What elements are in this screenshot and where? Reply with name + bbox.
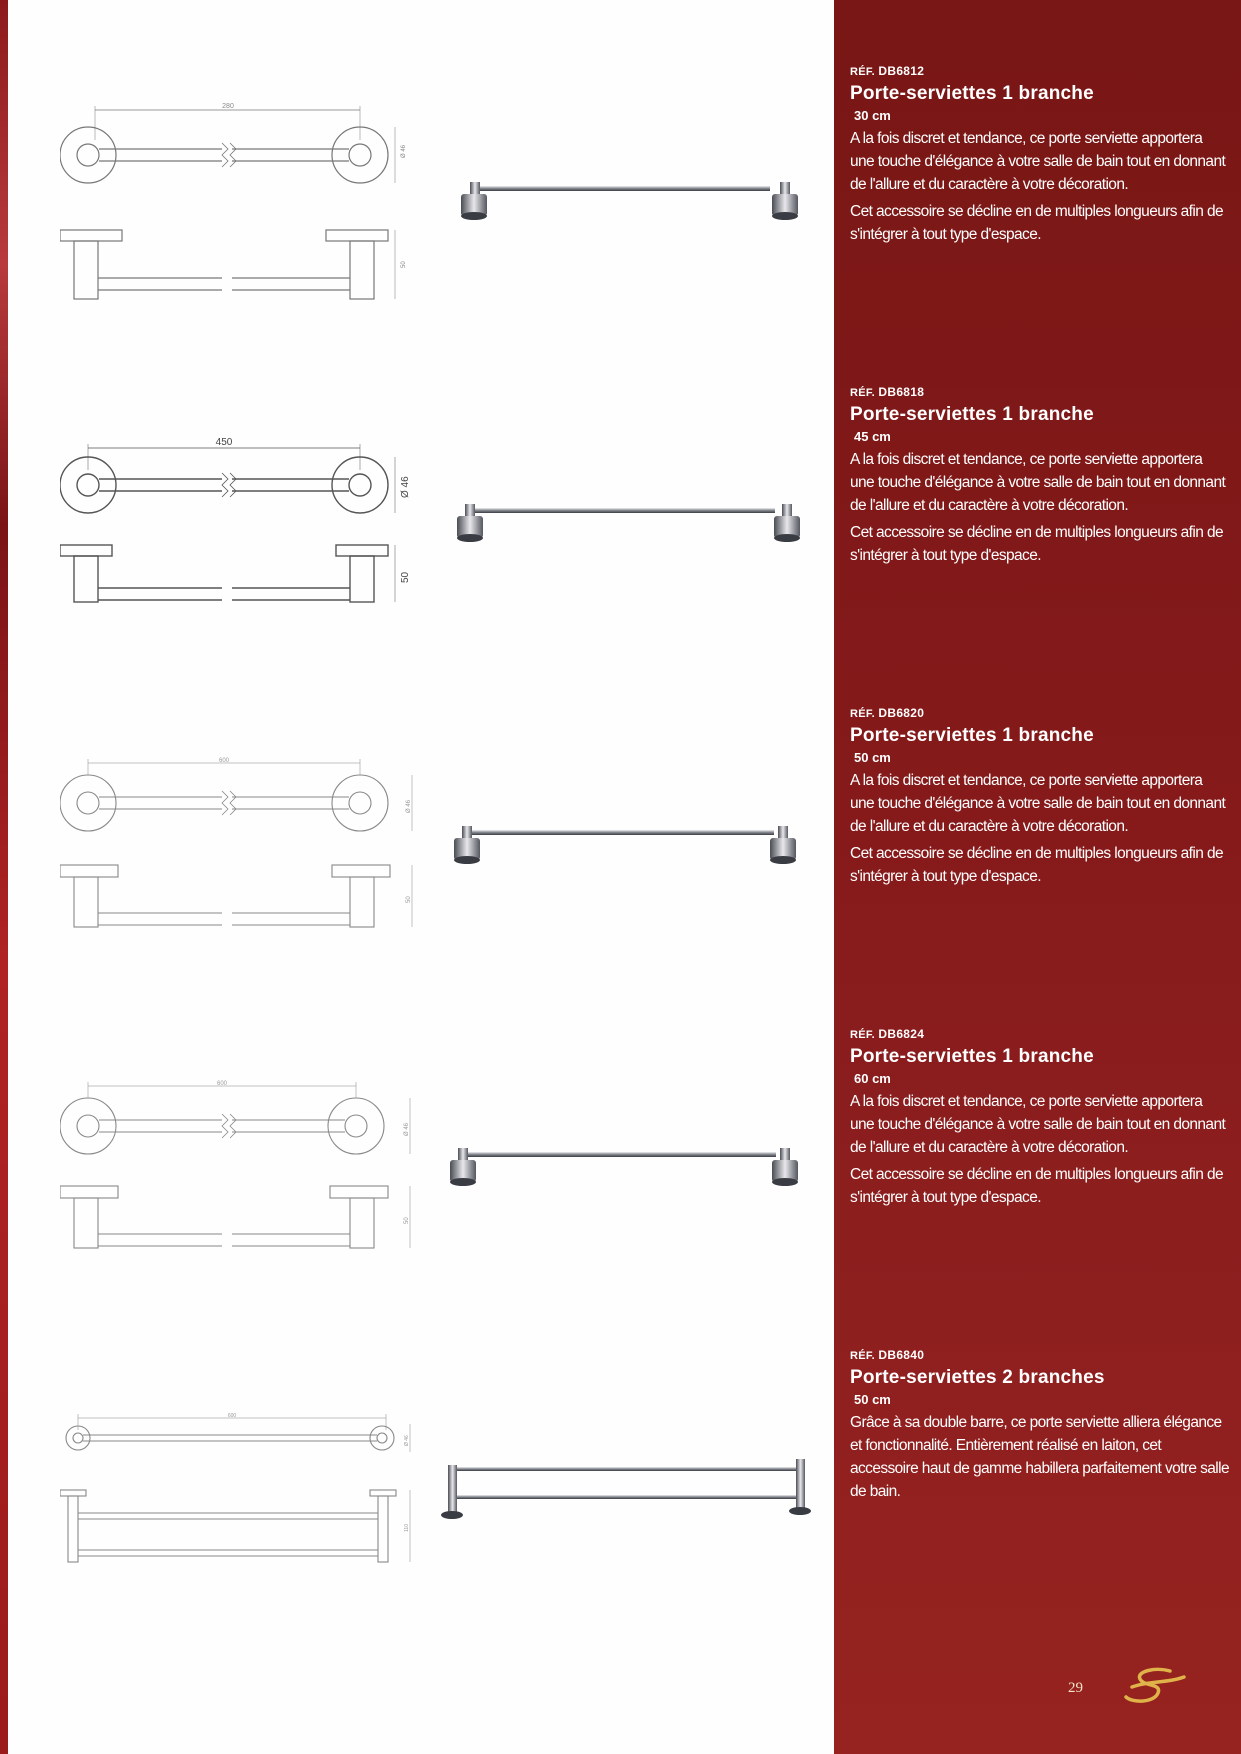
dimension-diameter: Ø 46 [406, 799, 412, 813]
dimension-length: 600 [227, 1413, 237, 1419]
product-photo [440, 170, 820, 240]
brand-logo-icon [1118, 1665, 1188, 1705]
reference [850, 385, 1230, 399]
product-name: Porte-serviettes 1 branche [850, 404, 1094, 425]
product-db6812 [850, 64, 1230, 246]
product-description: A la fois discret et tendance, ce porte serviette apportera une touche d'élégance à votre salle de bain tout en donnant de l'allure et du caractère à votre décoration. [850, 130, 1226, 193]
product-description: Grâce à sa double barre, ce porte serviette alliera élégance et fonctionnalité. Entièrement réalisé en laiton, cet accessoire haut de gamme habillera parfaitement votre salle de bain. [850, 1414, 1230, 1500]
ref-label: RÉF. [850, 387, 876, 399]
ref-code: DB6840 [878, 1348, 925, 1362]
ref-label: RÉF. [850, 1350, 876, 1362]
product-description-2: Cet accessoire se décline en de multiples longueurs afin de s'intégrer à tout type d'espace. [850, 1166, 1224, 1206]
technical-drawing [60, 755, 420, 935]
product-photo [440, 1455, 820, 1535]
product-name: Porte-serviettes 1 branche [850, 83, 1094, 104]
product-name: Porte-serviettes 1 branche [850, 725, 1094, 746]
product-size: 30 cm [854, 108, 891, 123]
product-size: 50 cm [854, 750, 891, 765]
product-description-2: Cet accessoire se décline en de multiples longueurs afin de s'intégrer à tout type d'espace. [850, 203, 1224, 243]
technical-drawing [60, 430, 420, 610]
ref-code: DB6818 [878, 385, 925, 399]
dimension-diameter: Ø 46 [404, 1435, 410, 1446]
product-description: A la fois discret et tendance, ce porte serviette apportera une touche d'élégance à votre salle de bain tout en donnant de l'allure et du caractère à votre décoration. [850, 772, 1226, 835]
product-size: 60 cm [854, 1071, 891, 1086]
dimension-depth: 110 [404, 1524, 410, 1532]
ref-code: DB6812 [878, 64, 925, 78]
technical-drawing [60, 100, 420, 310]
reference [850, 1348, 1230, 1362]
ref-label: RÉF. [850, 66, 876, 78]
technical-drawing [60, 1410, 420, 1570]
dimension-diameter: Ø 46 [401, 144, 407, 158]
dimension-depth: 50 [400, 571, 411, 583]
page-number: 29 [1068, 1680, 1083, 1696]
product-description: A la fois discret et tendance, ce porte serviette apportera une touche d'élégance à votre salle de bain tout en donnant de l'allure et du caractère à votre décoration. [850, 1093, 1226, 1156]
product-photo [440, 498, 820, 558]
product-photo [440, 1142, 820, 1202]
product-name: Porte-serviettes 2 branches [850, 1367, 1105, 1388]
ref-code: DB6820 [878, 706, 925, 720]
dimension-diameter: Ø 46 [404, 1122, 410, 1136]
dimension-length: 280 [222, 103, 234, 110]
dimension-length: 600 [216, 1081, 228, 1087]
product-description-2: Cet accessoire se décline en de multiples longueurs afin de s'intégrer à tout type d'espace. [850, 845, 1224, 885]
ref-label: RÉF. [850, 1029, 876, 1041]
dimension-length: 600 [218, 758, 230, 764]
reference [850, 64, 1230, 78]
dimension-diameter: Ø 46 [400, 476, 411, 498]
dimension-depth: 50 [406, 896, 412, 903]
product-description-2: Cet accessoire se décline en de multiples longueurs afin de s'intégrer à tout type d'espace. [850, 524, 1224, 564]
product-size: 45 cm [854, 429, 891, 444]
product-db6820 [850, 706, 1230, 888]
product-size: 50 cm [854, 1392, 891, 1407]
product-db6840 [850, 1348, 1230, 1503]
product-name: Porte-serviettes 1 branche [850, 1046, 1094, 1067]
product-photo [440, 820, 820, 880]
ref-code: DB6824 [878, 1027, 925, 1041]
reference [850, 1027, 1230, 1041]
dimension-depth: 50 [404, 1217, 410, 1224]
product-db6824 [850, 1027, 1230, 1209]
dimension-depth: 50 [401, 261, 407, 268]
left-edge-decoration [0, 0, 8, 1754]
product-db6818 [850, 385, 1230, 567]
dimension-length: 450 [215, 437, 233, 448]
technical-drawing [60, 1078, 420, 1258]
ref-label: RÉF. [850, 708, 876, 720]
product-description: A la fois discret et tendance, ce porte serviette apportera une touche d'élégance à votre salle de bain tout en donnant de l'allure et du caractère à votre décoration. [850, 451, 1226, 514]
reference [850, 706, 1230, 720]
